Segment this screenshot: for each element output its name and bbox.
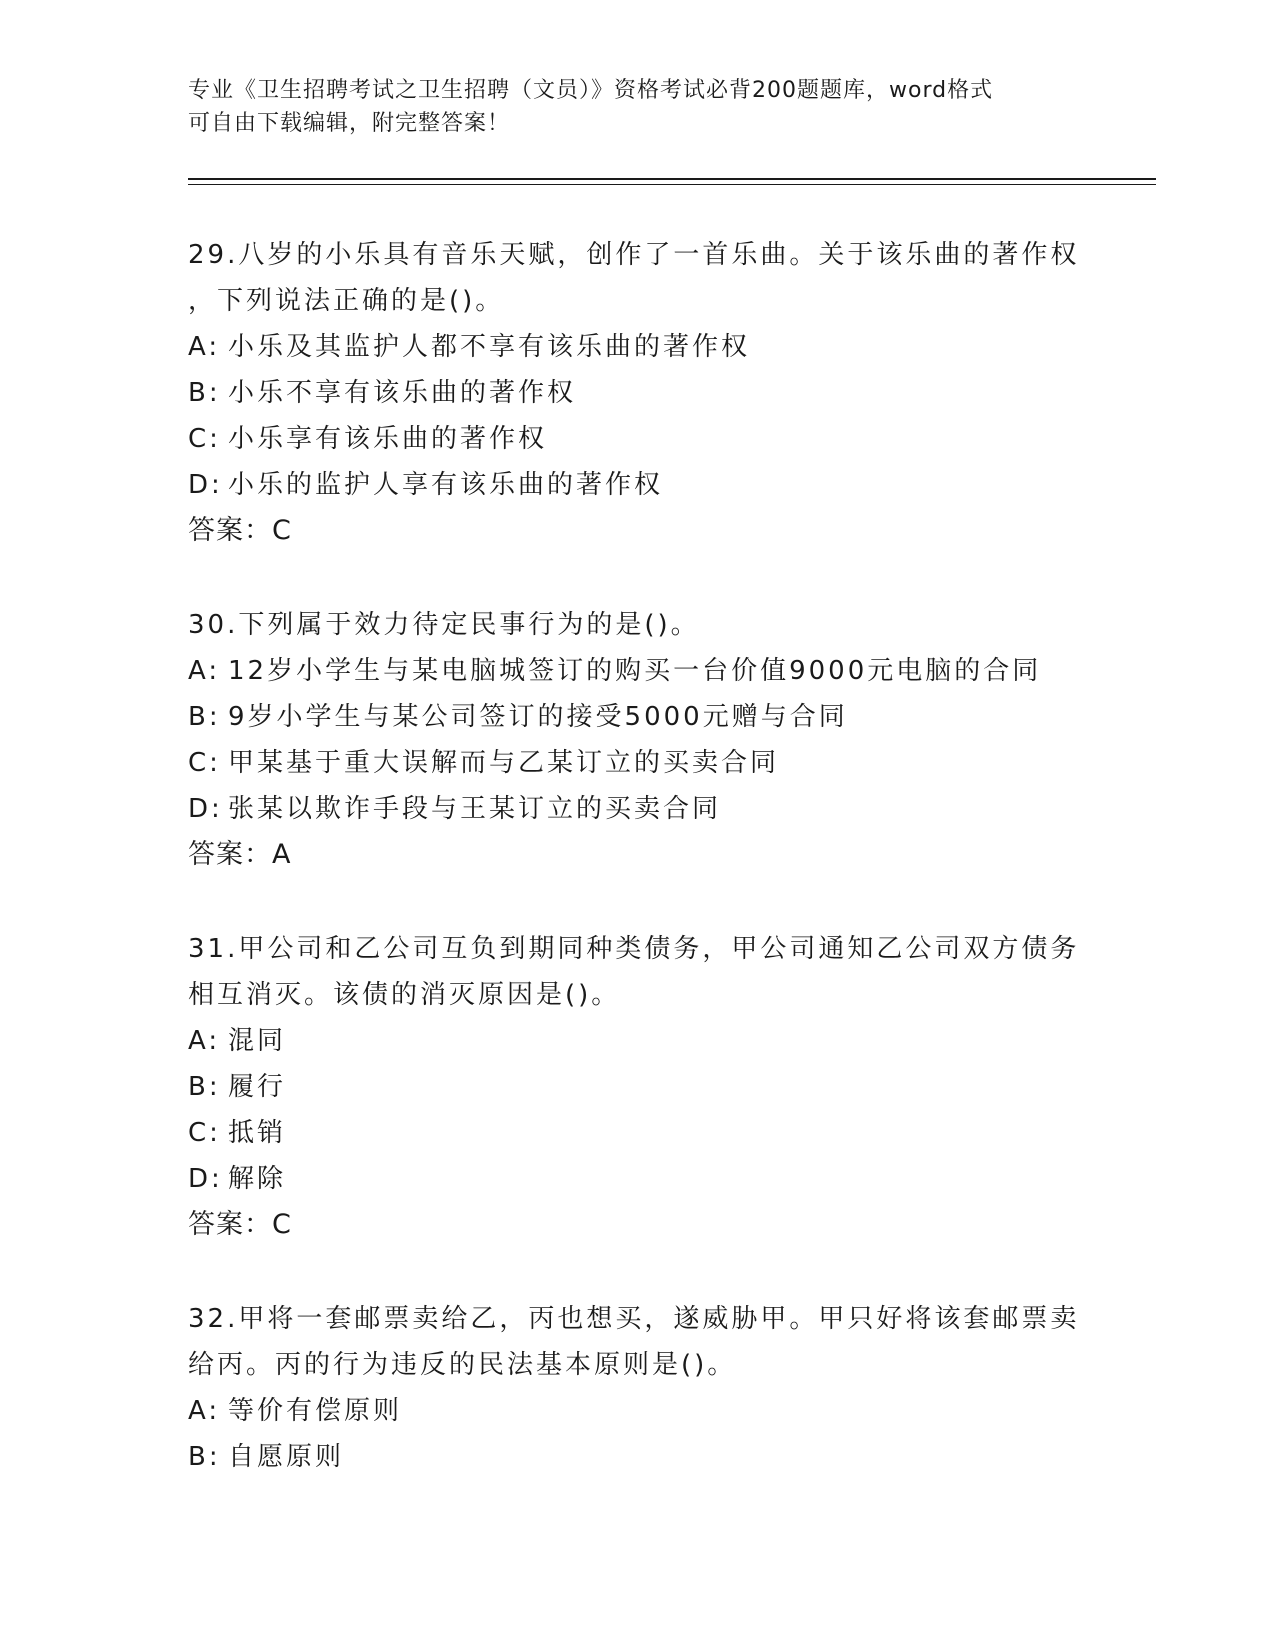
question-stem-line-1: 32.甲将一套邮票卖给乙，丙也想买，遂威胁甲。甲只好将该套邮票卖 bbox=[188, 1304, 1080, 1334]
answer-value: A bbox=[272, 839, 292, 870]
answer-value: C bbox=[272, 515, 292, 546]
question-stem-line-2: ，下列说法正确的是()。 bbox=[188, 286, 505, 316]
question-29 bbox=[188, 232, 1088, 554]
answer-label: 答案： bbox=[188, 515, 272, 546]
question-stem-line-1: 31.甲公司和乙公司互负到期同种类债务，甲公司通知乙公司双方债务 bbox=[188, 934, 1080, 964]
question-stem-line-2: 给丙。丙的行为违反的民法基本原则是()。 bbox=[188, 1350, 737, 1380]
option-prefix: B: bbox=[188, 1442, 221, 1472]
option-d bbox=[188, 786, 1088, 832]
answer-value: C bbox=[272, 1209, 292, 1240]
option-d bbox=[188, 462, 1088, 508]
question-30 bbox=[188, 602, 1088, 878]
question-list bbox=[188, 232, 1088, 1528]
option-prefix: A: bbox=[188, 1026, 221, 1056]
option-b bbox=[188, 1434, 1088, 1480]
option-prefix: D: bbox=[188, 794, 223, 824]
option-prefix: C: bbox=[188, 1118, 221, 1148]
option-text: 混同 bbox=[228, 1026, 287, 1056]
option-text: 履行 bbox=[228, 1072, 287, 1102]
option-prefix: A: bbox=[188, 332, 221, 362]
option-text: 12岁小学生与某电脑城签订的购买一台价值9000元电脑的合同 bbox=[228, 656, 1042, 686]
option-text: 小乐不享有该乐曲的著作权 bbox=[228, 378, 577, 408]
option-c bbox=[188, 416, 1088, 462]
document-header bbox=[188, 74, 1088, 140]
option-a bbox=[188, 648, 1088, 694]
option-prefix: A: bbox=[188, 1396, 221, 1426]
option-prefix: B: bbox=[188, 378, 221, 408]
header-divider-thick bbox=[188, 178, 1156, 180]
header-divider-thin bbox=[188, 184, 1156, 185]
option-prefix: A: bbox=[188, 656, 221, 686]
answer-line bbox=[188, 1202, 1088, 1248]
option-a bbox=[188, 1388, 1088, 1434]
option-b bbox=[188, 1064, 1088, 1110]
option-text: 张某以欺诈手段与王某订立的买卖合同 bbox=[228, 794, 722, 824]
option-prefix: B: bbox=[188, 1072, 221, 1102]
answer-line bbox=[188, 508, 1088, 554]
option-a bbox=[188, 1018, 1088, 1064]
option-text: 抵销 bbox=[228, 1118, 287, 1148]
option-c bbox=[188, 1110, 1088, 1156]
option-prefix: C: bbox=[188, 424, 221, 454]
question-31 bbox=[188, 926, 1088, 1248]
question-stem-line-2: 相互消灭。该债的消灭原因是()。 bbox=[188, 980, 621, 1010]
answer-label: 答案： bbox=[188, 1209, 272, 1240]
option-b bbox=[188, 370, 1088, 416]
option-text: 等价有偿原则 bbox=[228, 1396, 403, 1426]
option-text: 小乐享有该乐曲的著作权 bbox=[228, 424, 548, 454]
option-prefix: D: bbox=[188, 470, 223, 500]
option-text: 自愿原则 bbox=[228, 1442, 345, 1472]
answer-line bbox=[188, 832, 1088, 878]
question-32 bbox=[188, 1296, 1088, 1480]
option-c bbox=[188, 740, 1088, 786]
option-text: 9岁小学生与某公司签订的接受5000元赠与合同 bbox=[228, 702, 848, 732]
header-line-1: 专业《卫生招聘考试之卫生招聘（文员）》资格考试必背200题题库，word格式 bbox=[188, 78, 994, 103]
option-prefix: C: bbox=[188, 748, 221, 778]
option-prefix: D: bbox=[188, 1164, 223, 1194]
question-stem-line-1: 29.八岁的小乐具有音乐天赋，创作了一首乐曲。关于该乐曲的著作权 bbox=[188, 240, 1080, 270]
option-text: 解除 bbox=[228, 1164, 287, 1194]
option-prefix: B: bbox=[188, 702, 221, 732]
option-b bbox=[188, 694, 1088, 740]
option-text: 甲某基于重大误解而与乙某订立的买卖合同 bbox=[228, 748, 780, 778]
option-text: 小乐及其监护人都不享有该乐曲的著作权 bbox=[228, 332, 751, 362]
answer-label: 答案： bbox=[188, 839, 272, 870]
question-stem-line-1: 30.下列属于效力待定民事行为的是()。 bbox=[188, 610, 700, 640]
option-a bbox=[188, 324, 1088, 370]
header-line-2: 可自由下载编辑，附完整答案！ bbox=[188, 111, 511, 136]
option-text: 小乐的监护人享有该乐曲的著作权 bbox=[228, 470, 664, 500]
option-d bbox=[188, 1156, 1088, 1202]
